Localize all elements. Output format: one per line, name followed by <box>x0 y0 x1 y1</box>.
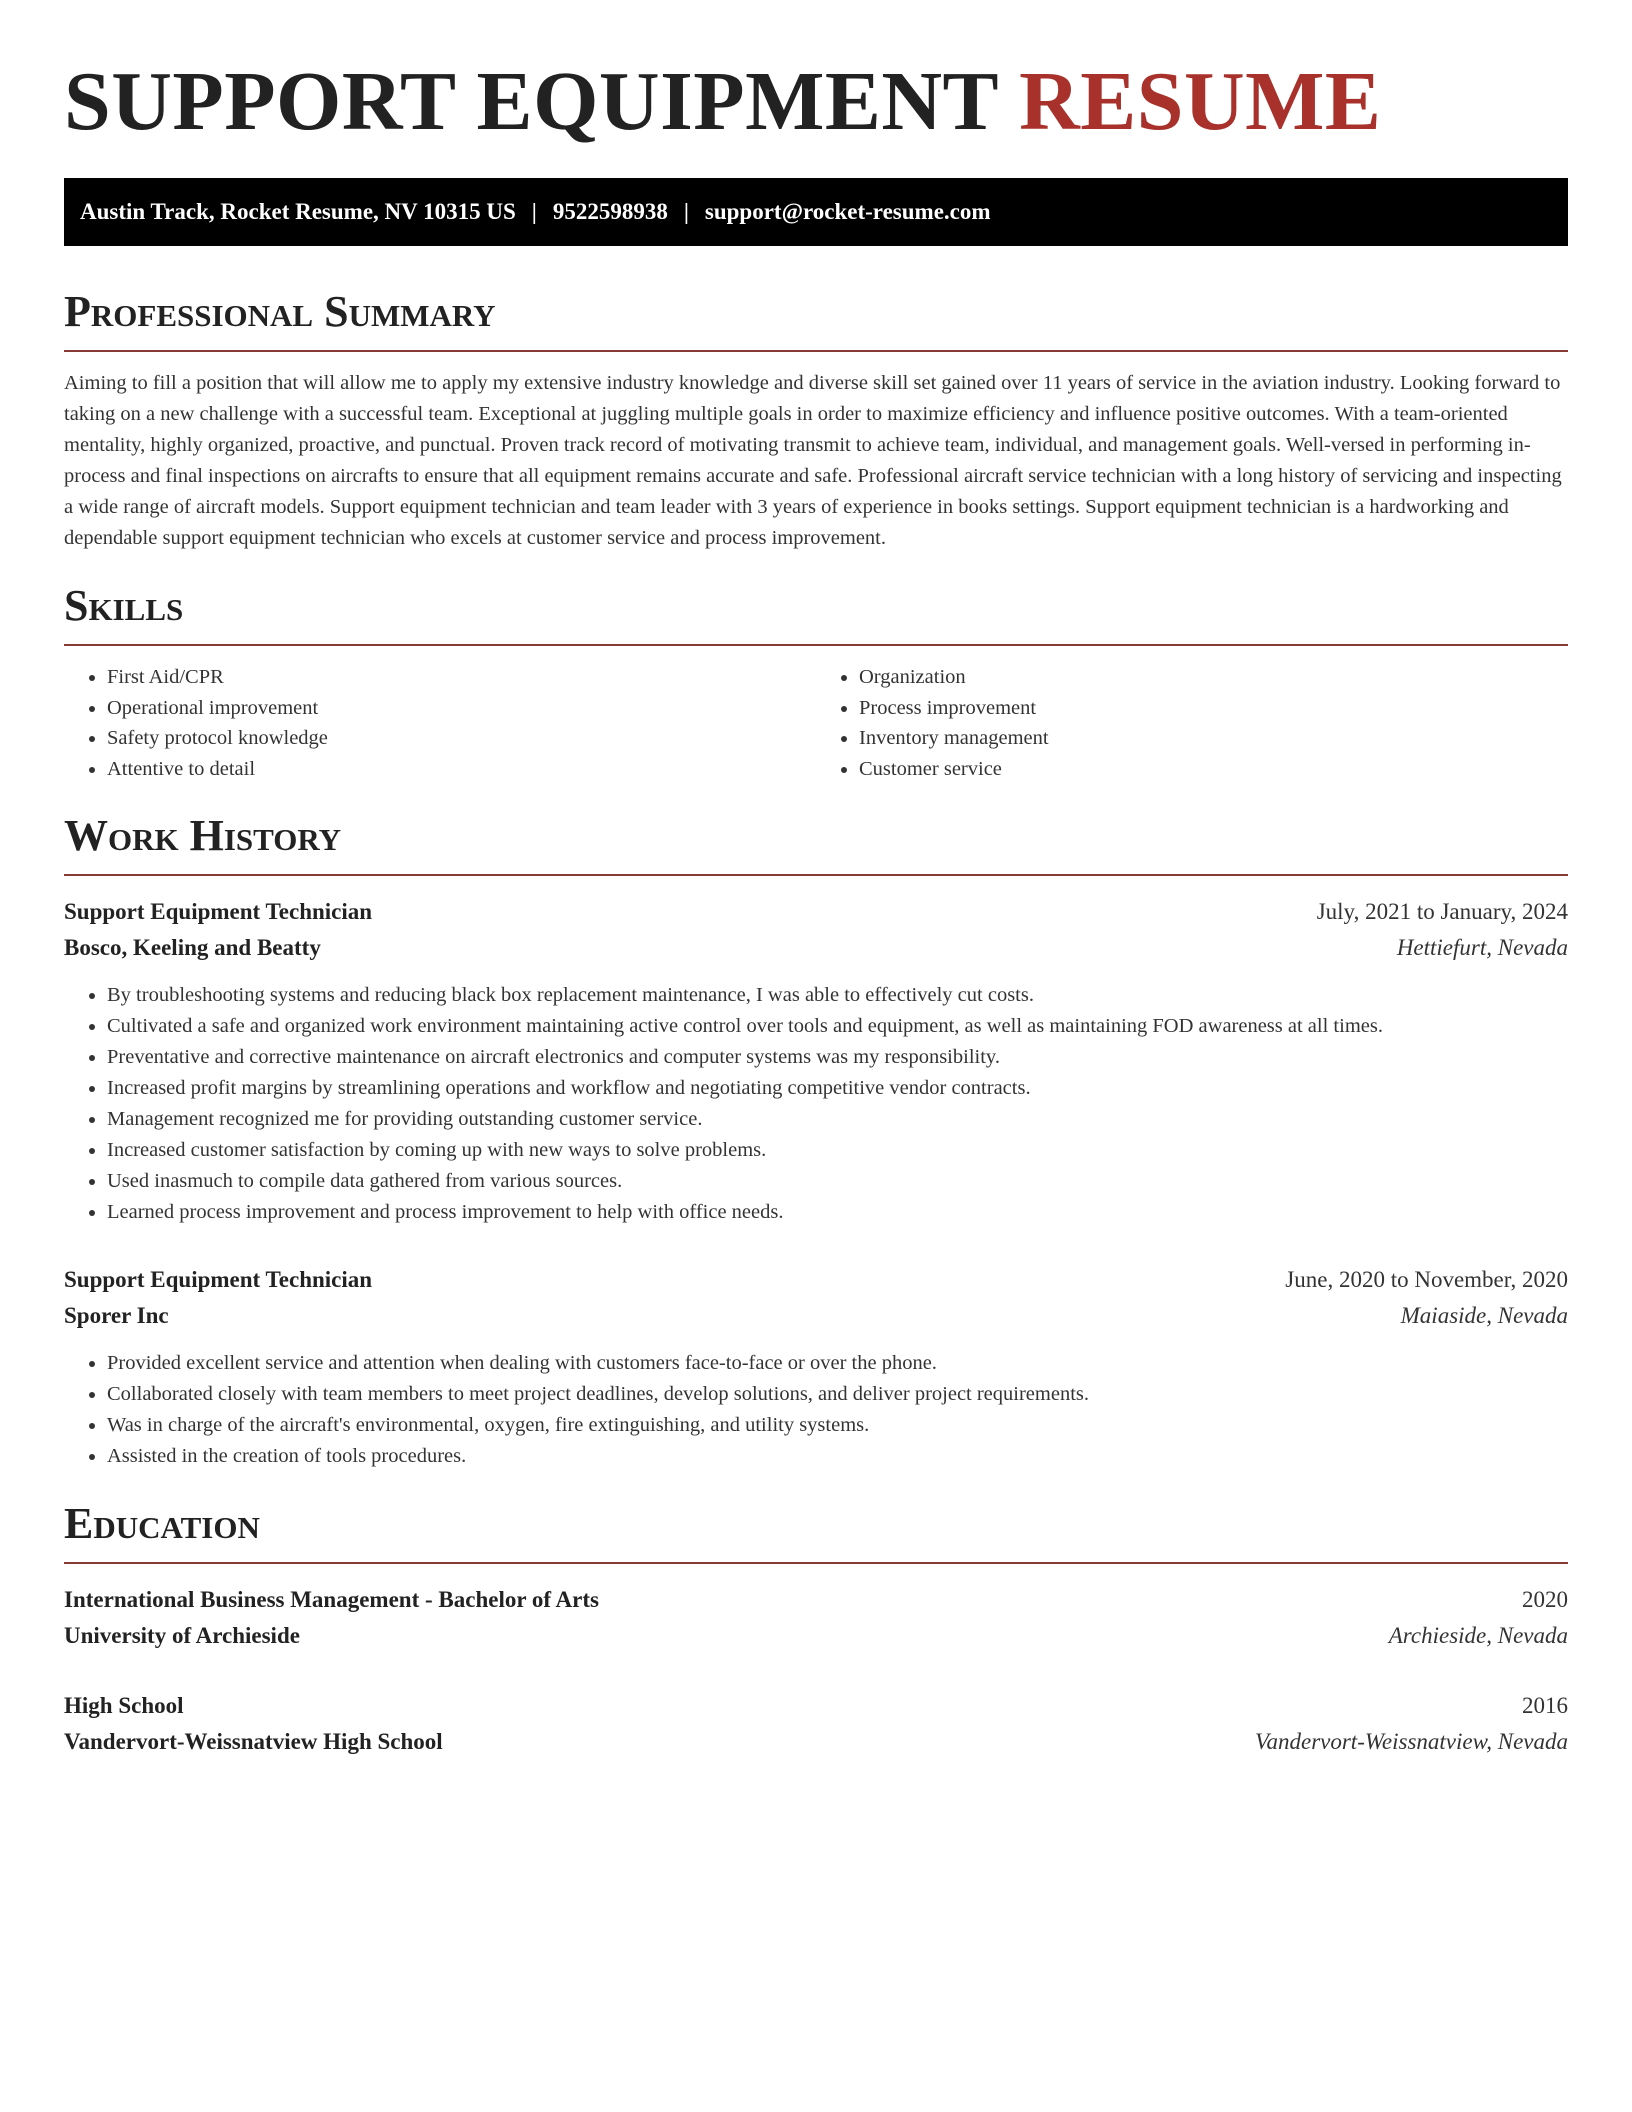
job-company-row <box>64 930 1568 966</box>
job-location: Hettiefurt, Nevada <box>1396 935 1568 960</box>
job-dates: July, 2021 to January, 2024 <box>1316 899 1568 924</box>
education-section <box>64 1499 1568 1760</box>
contact-address: Austin Track, Rocket Resume, NV 10315 US <box>80 199 516 224</box>
education-entry <box>64 1582 1568 1654</box>
contact-bar <box>64 178 1568 246</box>
contact-separator: | <box>683 199 689 224</box>
skill-item: • Inventory management <box>859 723 1568 754</box>
contact-phone: 9522598938 <box>552 199 668 224</box>
job-bullets <box>64 1348 1568 1472</box>
section-title-skills: Skills <box>64 581 184 630</box>
job-bullet: • Provided excellent service and attention when dealing with customers face-to-face or over the phone. <box>107 1348 1568 1379</box>
education-school: Vandervort-Weissnatview High School <box>64 1729 443 1754</box>
job-company-row <box>64 1298 1568 1334</box>
job-header-row <box>64 1262 1568 1298</box>
job-entry <box>64 1262 1568 1472</box>
skills-section <box>64 581 1568 784</box>
skill-item: • Operational improvement <box>107 693 816 724</box>
education-school-row <box>64 1618 1568 1654</box>
job-bullet: • Learned process improvement and process improvement to help with office needs. <box>107 1197 1568 1228</box>
skill-item: • Safety protocol knowledge <box>107 723 816 754</box>
resume-title <box>64 0 1568 148</box>
skill-item: • First Aid/CPR <box>107 662 816 693</box>
section-title-work-history: Work History <box>64 811 342 860</box>
section-divider <box>64 874 1568 876</box>
contact-separator: | <box>531 199 537 224</box>
skill-item: • Process improvement <box>859 693 1568 724</box>
title-main: SUPPORT EQUIPMENT <box>64 55 998 148</box>
job-location: Maiaside, Nevada <box>1400 1303 1568 1328</box>
education-degree: International Business Management - Bachelor of Arts <box>64 1587 599 1612</box>
job-title: Support Equipment Technician <box>64 1267 373 1292</box>
job-dates: June, 2020 to November, 2020 <box>1285 1267 1568 1292</box>
job-company: Sporer Inc <box>64 1303 169 1328</box>
job-entry <box>64 894 1568 1228</box>
contact-email: support@rocket-resume.com <box>704 199 991 224</box>
job-title: Support Equipment Technician <box>64 899 373 924</box>
job-bullet: • Was in charge of the aircraft's environmental, oxygen, fire extinguishing, and utility systems. <box>107 1410 1568 1441</box>
job-bullet: • Assisted in the creation of tools procedures. <box>107 1441 1568 1472</box>
education-header-row <box>64 1688 1568 1724</box>
job-bullet: • Preventative and corrective maintenance on aircraft electronics and computer systems was my responsibility. <box>107 1042 1568 1073</box>
education-year: 2016 <box>1522 1693 1568 1718</box>
job-bullet: • Increased customer satisfaction by coming up with new ways to solve problems. <box>107 1135 1568 1166</box>
education-location: Vandervort-Weissnatview, Nevada <box>1254 1729 1568 1754</box>
job-bullet: • Used inasmuch to compile data gathered from various sources. <box>107 1166 1568 1197</box>
job-bullet: • Management recognized me for providing outstanding customer service. <box>107 1104 1568 1135</box>
section-title-summary: Professional Summary <box>64 287 496 336</box>
title-accent: RESUME <box>1019 55 1382 148</box>
education-school-row <box>64 1724 1568 1760</box>
education-entry <box>64 1688 1568 1760</box>
job-bullet: • By troubleshooting systems and reducing black box replacement maintenance, I was able to effectively cut costs. <box>107 980 1568 1011</box>
education-location: Archieside, Nevada <box>1388 1623 1568 1648</box>
education-school: University of Archieside <box>64 1623 300 1648</box>
job-bullet: • Cultivated a safe and organized work environment maintaining active control over tools and equipment, as well as maintaining FOD awareness at all times. <box>107 1011 1568 1042</box>
job-company: Bosco, Keeling and Beatty <box>64 935 321 960</box>
section-divider <box>64 644 1568 646</box>
skill-item: • Attentive to detail <box>107 754 816 785</box>
work-history-section <box>64 811 1568 1472</box>
summary-section <box>64 287 1568 554</box>
education-degree: High School <box>64 1693 184 1718</box>
job-bullet: • Increased profit margins by streamlining operations and workflow and negotiating competitive vendor contracts. <box>107 1073 1568 1104</box>
job-bullet: • Collaborated closely with team members to meet project deadlines, develop solutions, and deliver project requirements. <box>107 1379 1568 1410</box>
summary-text: Aiming to fill a position that will allow me to apply my extensive industry knowledge and diverse skill set gained over 11 years of service in the aviation industry. Looking forward to taking on a new challenge with a successful team. Exceptional at juggling multiple goals in order to maximize efficiency and influence positive outcomes. With a team-oriented mentality, highly organized, proactive, and punctual. Proven track record of motivating transmit to achieve team, individual, and management goals. Well-versed in performing in-process and final inspections on aircrafts to ensure that all equipment remains accurate and safe. Professional aircraft service technician with a long history of servicing and inspecting a wide range of aircraft models. Support equipment technician and team leader with 3 years of experience in books settings. Support equipment technician is a hardworking and dependable support equipment technician who excels at customer service and process improvement. <box>64 372 1562 549</box>
skills-list <box>64 662 1568 784</box>
education-header-row <box>64 1582 1568 1618</box>
skill-item: • Customer service <box>859 754 1568 785</box>
skills-column-left <box>64 662 816 784</box>
skills-column-right <box>816 662 1568 784</box>
education-year: 2020 <box>1522 1587 1568 1612</box>
job-header-row <box>64 894 1568 930</box>
job-bullets <box>64 980 1568 1228</box>
section-title-education: Education <box>64 1499 260 1548</box>
section-divider <box>64 1562 1568 1564</box>
skill-item: • Organization <box>859 662 1568 693</box>
section-divider <box>64 350 1568 352</box>
